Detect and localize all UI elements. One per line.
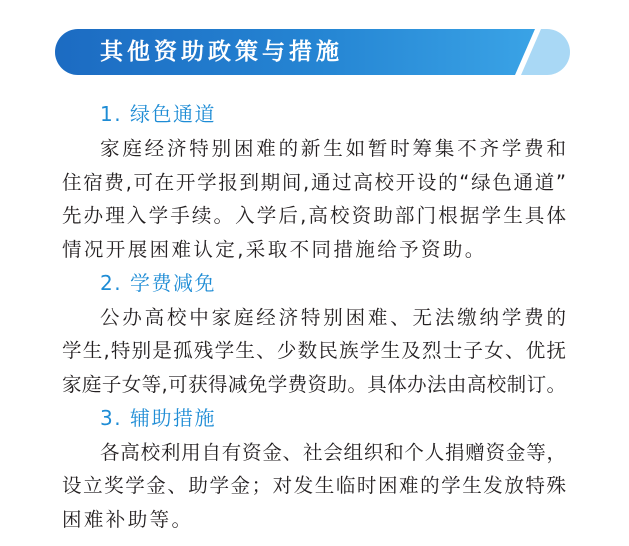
paragraph-line: 困难补助等。 (62, 508, 194, 531)
banner-title: 其他资助政策与措施 (100, 39, 343, 65)
paragraph-line: 家庭子女等,可获得减免学费资助。具体办法由高校制订。 (62, 373, 566, 396)
section-heading: 2. 学费减免 (100, 270, 216, 295)
section-tuition-reduction (62, 267, 566, 402)
paragraph-line: 学生,特别是孤残学生、少数民族学生及烈士子女、优抚 (62, 339, 566, 363)
paragraph-line: 各高校利用自有资金、社会组织和个人捐赠资金等， (100, 440, 566, 464)
section-heading: 3. 辅助措施 (100, 405, 216, 430)
paragraph-line: 情况开展困难认定,采取不同措施给予资助。 (62, 238, 487, 261)
document-body (62, 98, 566, 537)
section-green-channel (62, 98, 566, 267)
paragraph-line: 公办高校中家庭经济特别困难、无法缴纳学费的 (100, 305, 566, 329)
paragraph-line: 家庭经济特别困难的新生如暂时筹集不齐学费和 (100, 136, 566, 160)
paragraph-line: 住宿费,可在开学报到期间,通过高校开设的“绿色通道” (62, 170, 566, 194)
section-heading: 1. 绿色通道 (100, 102, 216, 126)
paragraph-line: 先办理入学手续。入学后,高校资助部门根据学生具体 (62, 204, 566, 228)
paragraph-line: 设立奖学金、助学金；对发生临时困难的学生发放特殊 (62, 474, 566, 498)
section-banner (55, 29, 570, 75)
section-auxiliary-measures (62, 402, 566, 537)
